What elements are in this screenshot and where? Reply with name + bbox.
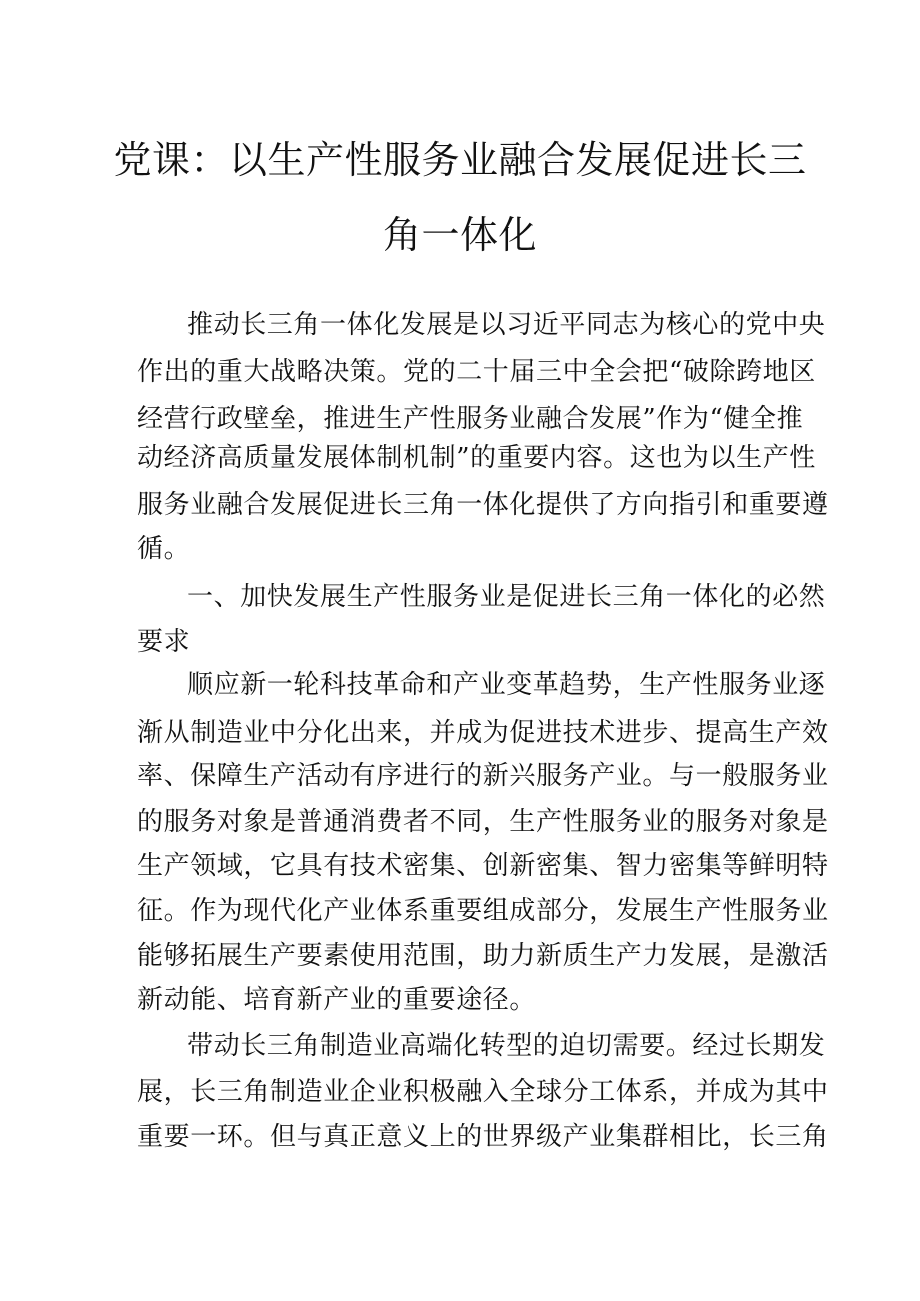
section-heading-line-1: 一、加快发展生产性服务业是促进长三角一体化的必然: [187, 582, 826, 612]
paragraph-2-line-6: 征。作为现代化产业体系重要组成部分，发展生产性服务业: [137, 896, 829, 926]
paragraph-2-line-7: 能够拓展生产要素使用范围，助力新质生产力发展，是激活: [137, 941, 829, 971]
paragraph-2-line-8: 新动能、培育新产业的重要途径。: [137, 985, 537, 1015]
paragraph-2-line-3: 率、保障生产活动有序进行的新兴服务产业。与一般服务业: [137, 761, 829, 791]
document-title-line-2: 角一体化: [382, 213, 537, 257]
paragraph-intro-line-1: 推动长三角一体化发展是以习近平同志为核心的党中央: [187, 310, 826, 340]
paragraph-intro-line-5: 服务业融合发展促进长三角一体化提供了方向指引和重要遵: [137, 490, 829, 520]
section-heading-line-2: 要求: [137, 627, 191, 657]
paragraph-intro-line-4: 动经济高质量发展体制机制”的重要内容。这也为以生产性: [137, 443, 816, 473]
paragraph-intro-line-3: 经营行政壁垒，推进生产性服务业融合发展”作为“健全推: [137, 404, 804, 434]
paragraph-3-line-3: 重要一环。但与真正意义上的世界级产业集群相比，长三角: [137, 1122, 829, 1152]
paragraph-2-line-4: 的服务对象是普通消费者不同，生产性服务业的服务对象是: [137, 807, 829, 837]
paragraph-2-line-1: 顺应新一轮科技革命和产业变革趋势，生产性服务业逐: [187, 670, 826, 700]
document-title-line-1: 党课：以生产性服务业融合发展促进长三: [113, 138, 807, 182]
paragraph-3-line-1: 带动长三角制造业高端化转型的迫切需要。经过长期发: [187, 1031, 826, 1061]
paragraph-intro-line-2: 作出的重大战略决策。党的二十届三中全会把“破除跨地区: [137, 357, 816, 387]
paragraph-2-line-5: 生产领域，它具有技术密集、创新密集、智力密集等鲜明特: [137, 851, 829, 881]
paragraph-3-line-2: 展，长三角制造业企业积极融入全球分工体系，并成为其中: [137, 1077, 829, 1107]
paragraph-intro-line-6: 循。: [137, 534, 191, 564]
paragraph-2-line-2: 渐从制造业中分化出来，并成为促进技术进步、提高生产效: [137, 718, 829, 748]
